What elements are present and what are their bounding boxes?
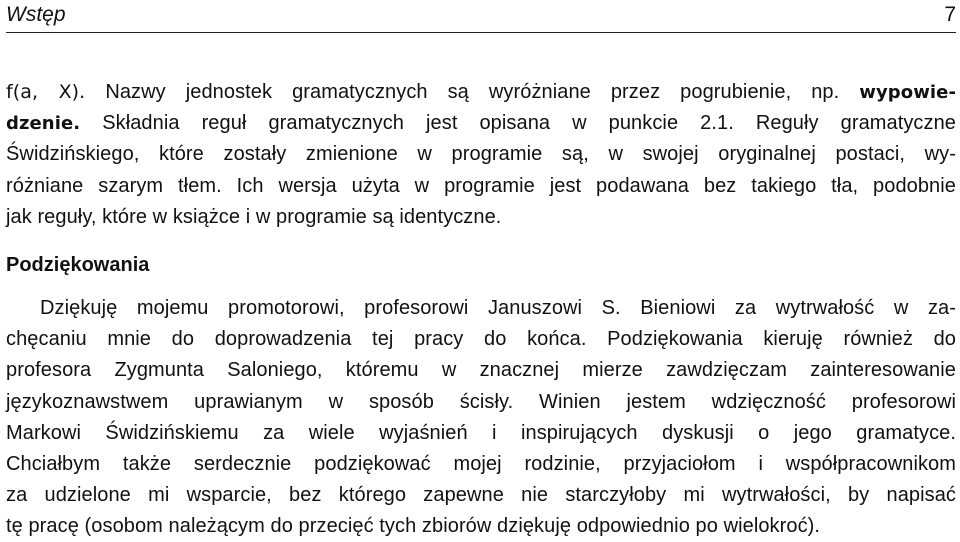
text-line: Chciałbym także serdecznie podziękować mojej rodzinie, przyjaciołom i współpracownikom [6,452,956,475]
page-number: 7 [944,3,956,26]
bold-term: dzenie. [6,113,81,135]
text-line: językoznawstwem uprawianym w sposób ścisły. Winien jestem wdzięczność profesorowi [6,390,956,413]
code-snippet: f(a, X). [6,81,86,103]
chapter-title: Wstęp [6,3,66,26]
document-page [6,0,956,542]
text-line: tę pracę (osobom należącym do przecięć tych zbiorów dziękuję odpowiednio po wielokroć). [6,515,821,538]
text-line: profesora Zygmunta Saloniego, któremu w znacznej mierze zawdzięczam zainteresowanie [6,359,956,382]
text-span: Składnia reguł gramatycznych jest opisana w punkcie 2.1. Reguły gramatyczne [80,112,956,135]
running-head [6,0,956,33]
text-line [6,77,956,108]
bold-term: wypowie- [859,82,956,103]
section-heading: Podziękowania [6,253,150,276]
text-span: Nazwy jednostek gramatycznych są wyróżniane przez pogrubienie, np. [85,81,860,103]
paragraph-notation [6,77,956,233]
paragraph-acknowledgements [6,293,956,542]
text-line: różniane szarym tłem. Ich wersja użyta w programie jest podawana bez takiego tła, podobnie [6,174,956,197]
text-line: Dziękuję mojemu promotorowi, profesorowi Januszowi S. Bieniowi za wytrwałość w za- [40,296,956,319]
text-line: chęcaniu mnie do doprowadzenia tej pracy do końca. Podziękowania kieruję również do [6,328,956,351]
text-line: Markowi Świdzińskiemu za wiele wyjaśnień i inspirujących dyskusji o jego gramatyce. [6,421,956,444]
text-line: za udzielone mi wsparcie, bez którego zapewne nie starczyłoby mi wytrwałości, by napisać [6,484,956,507]
text-line: jak reguły, które w książce i w programie są identyczne. [6,205,502,228]
text-line [6,108,956,139]
text-line: Świdzińskiego, które zostały zmienione w programie są, w swojej oryginalnej postaci, wy- [6,143,956,166]
